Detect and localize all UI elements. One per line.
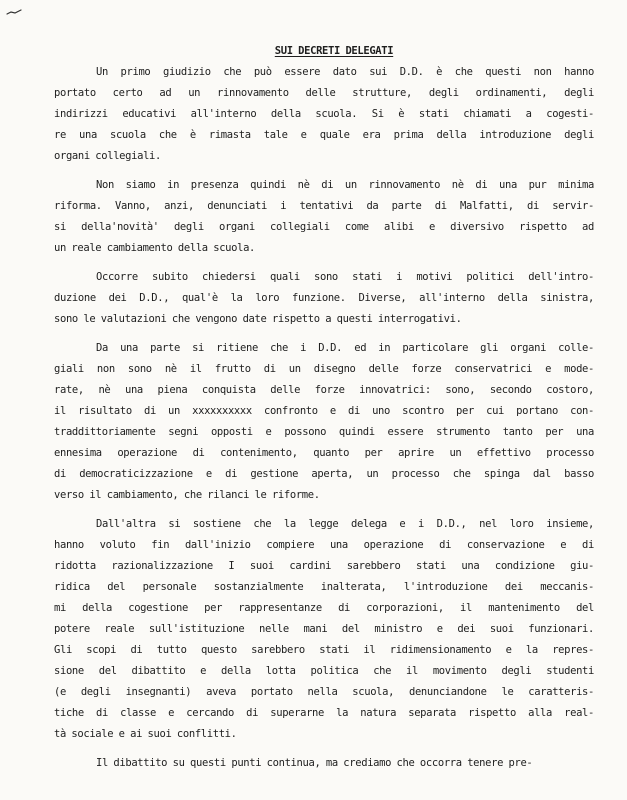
text-line: Il dibattito su questi punti continua, ma crediamo che occorra tenere pre- bbox=[96, 757, 533, 769]
text-line: giali non sono nè il frutto di un disegno delle forze conservatrici e mode- bbox=[54, 363, 594, 375]
text-line: riforma. Vanno, anzi, denunciati i tentativi da parte di Malfatti, di servir- bbox=[54, 200, 594, 212]
text-line: ennesima operazione di contenimento, quanto per aprire un effettivo processo bbox=[54, 447, 594, 459]
text-line: traddittoriamente segni opposti e possono quindi essere strumento tanto per una bbox=[54, 426, 594, 438]
text-line: re una scuola che è rimasta tale e quale era prima della introduzione degli bbox=[54, 129, 594, 141]
text-line: si della'novità' degli organi collegiali come alibi e diversivo rispetto ad bbox=[54, 221, 594, 233]
paragraph-3 bbox=[54, 267, 594, 330]
text-line: ridica del personale sostanzialmente inalterata, l'introduzione dei meccanis- bbox=[54, 581, 594, 593]
paragraph-5 bbox=[54, 514, 594, 745]
typewritten-text bbox=[54, 40, 594, 782]
paragraph-2 bbox=[54, 175, 594, 259]
text-line: ridotta razionalizzazione I suoi cardini sarebbero stati una condizione giu- bbox=[54, 560, 594, 572]
text-line: di democraticizzazione e di gestione aperta, un processo che spinga dal basso bbox=[54, 468, 594, 480]
text-line: sione del dibattito e della lotta politica che il movimento degli studenti bbox=[54, 665, 594, 677]
text-line: Dall'altra si sostiene che la legge delega e i D.D., nel loro insieme, bbox=[96, 518, 594, 530]
text-line: Non siamo in presenza quindi nè di un rinnovamento nè di una pur minima bbox=[96, 179, 594, 191]
text-line: organi collegiali. bbox=[54, 150, 161, 162]
text-line: mi della cogestione per rappresentanze di corporazioni, il mantenimento del bbox=[54, 602, 594, 614]
pencil-checkmark-icon bbox=[6, 6, 22, 18]
paragraph-1 bbox=[54, 62, 594, 167]
text-line: il risultato di un xxxxxxxxxx confronto e di uno scontro per cui portano con- bbox=[54, 405, 594, 417]
text-line: potere reale sull'istituzione nelle mani del ministro e dei suoi funzionari. bbox=[54, 623, 594, 635]
text-line: tà sociale e ai suoi conflitti. bbox=[54, 728, 237, 740]
paragraph-4 bbox=[54, 338, 594, 506]
text-line: (e degli insegnanti) aveva portato nella scuola, denunciandone le caratteris- bbox=[54, 686, 594, 698]
text-line: Occorre subito chiedersi quali sono stati i motivi politici dell'intro- bbox=[96, 271, 594, 283]
text-line: Un primo giudizio che può essere dato sui D.D. è che questi non hanno bbox=[96, 66, 594, 78]
text-line: duzione dei D.D., qual'è la loro funzione. Diverse, all'interno della sinistra, bbox=[54, 292, 594, 304]
paragraph-6 bbox=[54, 753, 594, 774]
text-line: indirizzi educativi all'interno della scuola. Si è stati chiamati a cogesti- bbox=[54, 108, 594, 120]
text-line: hanno voluto fin dall'inizio compiere una operazione di conservazione e di bbox=[54, 539, 594, 551]
text-line: verso il cambiamento, che rilanci le riforme. bbox=[54, 489, 320, 501]
text-line: portato certo ad un rinnovamento delle strutture, degli ordinamenti, degli bbox=[54, 87, 594, 99]
document-title: SUI DECRETI DELEGATI bbox=[274, 45, 394, 57]
text-line: rate, nè una piena conquista delle forze innovatrici: sono, secondo costoro, bbox=[54, 384, 594, 396]
text-line: tiche di classe e cercando di superarne la natura separata rispetto alla real- bbox=[54, 707, 594, 719]
text-line: sono le valutazioni che vengono date rispetto a questi interrogativi. bbox=[54, 313, 462, 325]
text-line: un reale cambiamento della scuola. bbox=[54, 242, 256, 254]
text-line: Da una parte si ritiene che i D.D. ed in particolare gli organi colle- bbox=[96, 342, 594, 354]
text-line: Gli scopi di tutto questo sarebbero stati il ridimensionamento e la repres- bbox=[54, 644, 594, 656]
